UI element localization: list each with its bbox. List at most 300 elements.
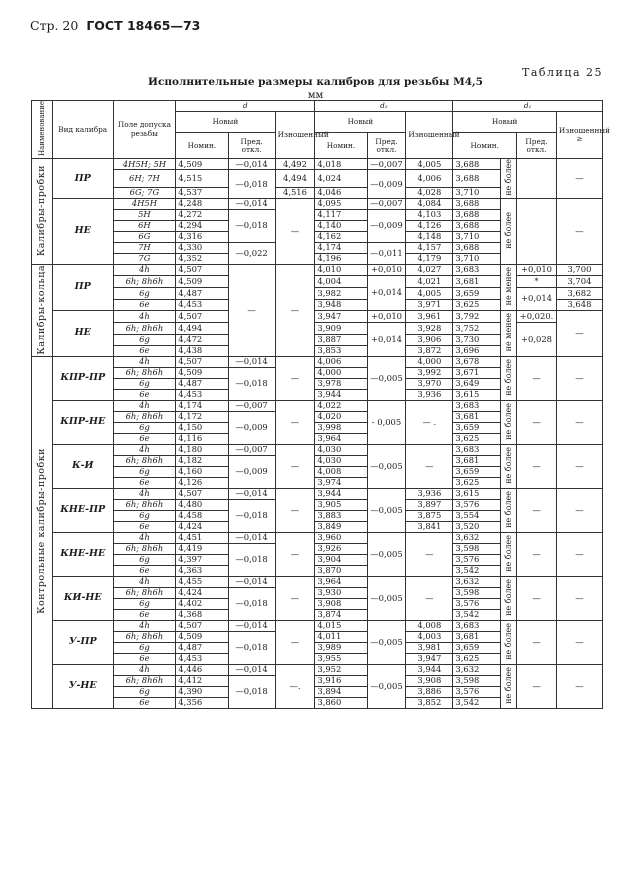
- d2-worn-cell: 4,126: [406, 220, 453, 231]
- d1-dev-cell: —: [517, 576, 557, 620]
- col-d-new: Новый: [176, 112, 275, 133]
- header-row: [32, 101, 603, 112]
- d2-nominal-cell: 3,874: [315, 609, 367, 620]
- d1-worn-cell: —: [556, 310, 602, 356]
- col-d1: d₁: [453, 101, 603, 112]
- bound-note: [501, 356, 517, 400]
- d2-nominal-cell: 3,978: [315, 378, 367, 389]
- d2-nominal-cell: 4,117: [315, 209, 367, 220]
- bound-note-text: не менее: [503, 267, 513, 306]
- table-row: [32, 488, 603, 499]
- field-cell: 4h: [113, 400, 176, 411]
- d-dev-cell: —: [228, 264, 275, 356]
- d2-nominal-cell: 3,974: [315, 477, 367, 488]
- d-nominal-cell: 4,248: [176, 198, 228, 209]
- d-nominal-cell: 4,455: [176, 576, 228, 587]
- d-nominal-cell: 4,509: [176, 159, 228, 170]
- field-cell: 6h; 8h6h: [113, 543, 176, 554]
- d1-nominal-cell: 3,678: [453, 356, 501, 367]
- d2-worn-cell: 3,872: [406, 345, 453, 356]
- d1-worn-cell: —: [556, 620, 602, 664]
- d1-nominal-cell: 3,542: [453, 697, 501, 708]
- d-dev-cell: —0,014: [228, 532, 275, 543]
- d-dev-cell: —0,014: [228, 664, 275, 675]
- bound-note-text: не более: [503, 211, 513, 249]
- standard-code: ГОСТ 18465—73: [86, 18, 201, 33]
- field-cell: 6h; 8h6h: [113, 631, 176, 642]
- d1-nominal-cell: 3,598: [453, 675, 501, 686]
- gauge-table: [31, 100, 610, 709]
- table-row: [32, 576, 603, 587]
- d1-nominal-cell: 3,576: [453, 686, 501, 697]
- field-cell: 4h: [113, 488, 176, 499]
- d2-dev-cell: +0,014: [367, 275, 406, 310]
- d2-nominal-cell: 3,955: [315, 653, 367, 664]
- d1-worn-cell: 3,704: [556, 275, 602, 287]
- table-row: [32, 287, 603, 299]
- kind-cell: КНЕ-ПР: [52, 488, 113, 532]
- d-nominal-cell: 4,507: [176, 310, 228, 322]
- d2-nominal-cell: 3,964: [315, 433, 367, 444]
- d-worn-cell: —: [275, 356, 315, 400]
- table-row: [32, 264, 603, 275]
- d1-nominal-cell: 3,659: [453, 466, 501, 477]
- d-dev-cell: —0,018: [228, 367, 275, 400]
- d2-worn-cell: 3,970: [406, 378, 453, 389]
- d1-nominal-cell: 3,520: [453, 521, 501, 532]
- d-dev-cell: —0,009: [228, 411, 275, 444]
- col-d1-nominal: Номин.: [453, 133, 517, 159]
- d2-nominal-cell: 3,905: [315, 499, 367, 510]
- bound-note-text: не более: [503, 446, 513, 484]
- field-cell: 6e: [113, 565, 176, 576]
- d-nominal-cell: 4,419: [176, 543, 228, 554]
- table-body: [32, 159, 603, 708]
- d2-worn-cell: 4,157: [406, 242, 453, 253]
- d1-dev-cell: —: [517, 444, 557, 488]
- d2-worn-cell: 4,008: [406, 620, 453, 631]
- col-d2-nominal: Номин.: [315, 133, 367, 159]
- d2-nominal-cell: 3,860: [315, 697, 367, 708]
- field-cell: 6h; 8h6h: [113, 367, 176, 378]
- d1-nominal-cell: 3,752: [453, 322, 501, 334]
- d1-dev-cell: *: [517, 275, 557, 287]
- d1-nominal-cell: 3,696: [453, 345, 501, 356]
- d1-nominal-cell: 3,792: [453, 310, 501, 322]
- d2-nominal-cell: 4,020: [315, 411, 367, 422]
- kind-cell: КПР-ПР: [52, 356, 113, 400]
- d1-nominal-cell: 3,632: [453, 532, 501, 543]
- d2-worn-cell: 3,875: [406, 510, 453, 521]
- col-d1-new: Новый: [453, 112, 557, 133]
- bound-note: [501, 444, 517, 488]
- d1-dev-cell: +0,028: [517, 322, 557, 356]
- d1-nominal-cell: 3,683: [453, 620, 501, 631]
- d-worn-cell: —: [275, 576, 315, 620]
- kind-cell: НЕ: [52, 310, 113, 356]
- table-row: [32, 532, 603, 543]
- d2-worn-cell: 4,148: [406, 231, 453, 242]
- d-worn-cell: —.: [275, 664, 315, 708]
- field-cell: 6h; 8h6h: [113, 322, 176, 334]
- d-dev-cell: —0,009: [228, 455, 275, 488]
- kind-cell: НЕ: [52, 198, 113, 264]
- d-nominal-cell: 4,509: [176, 367, 228, 378]
- d-nominal-cell: 4,390: [176, 686, 228, 697]
- d1-dev-cell: —: [517, 356, 557, 400]
- table-row: [32, 310, 603, 322]
- d2-nominal-cell: 3,952: [315, 664, 367, 675]
- unit-label: мм: [307, 90, 324, 101]
- d1-nominal-cell: 3,542: [453, 565, 501, 576]
- d2-worn-cell: 3,906: [406, 334, 453, 345]
- field-cell: 4h: [113, 264, 176, 275]
- d2-nominal-cell: 4,046: [315, 187, 367, 198]
- col-d1-dev: Пред. откл.: [517, 133, 557, 159]
- field-cell: 4h: [113, 620, 176, 631]
- col-d2-dev: Пред. откл.: [367, 133, 406, 159]
- bound-note: [501, 664, 517, 708]
- d2-worn-cell: 4,103: [406, 209, 453, 220]
- d-nominal-cell: 4,446: [176, 664, 228, 675]
- d1-nominal-cell: 3,615: [453, 488, 501, 499]
- d-nominal-cell: 4,356: [176, 697, 228, 708]
- d-dev-cell: —0,018: [228, 587, 275, 620]
- d-nominal-cell: 4,507: [176, 356, 228, 367]
- d1-worn-cell: 3,648: [556, 299, 602, 310]
- d2-worn-cell: 4,028: [406, 187, 453, 198]
- d2-worn-cell: —: [406, 444, 453, 488]
- col-kind: Вид калибра: [52, 101, 113, 159]
- d1-nominal-cell: 3,688: [453, 242, 501, 253]
- d2-worn-cell: — .: [406, 400, 453, 444]
- bound-note: [501, 198, 517, 264]
- d2-nominal-cell: 4,006: [315, 356, 367, 367]
- d2-nominal-cell: 3,964: [315, 576, 367, 587]
- bound-note: [501, 264, 517, 310]
- d1-nominal-cell: 3,710: [453, 253, 501, 264]
- d1-worn-cell: —: [556, 400, 602, 444]
- d2-worn-cell: 3,971: [406, 299, 453, 310]
- d2-dev-cell: —0,005: [367, 444, 406, 488]
- d1-nominal-cell: 3,681: [453, 631, 501, 642]
- d2-nominal-cell: 4,022: [315, 400, 367, 411]
- kind-cell: КНЕ-НЕ: [52, 532, 113, 576]
- d1-dev-cell: —: [517, 488, 557, 532]
- col-d2-worn: Изношенный: [406, 112, 453, 159]
- d2-nominal-cell: 3,870: [315, 565, 367, 576]
- group-label-text: Калибры-кольца: [36, 264, 48, 355]
- d1-nominal-cell: 3,683: [453, 400, 501, 411]
- d-dev-cell: —0,007: [228, 400, 275, 411]
- d1-nominal-cell: 3,576: [453, 499, 501, 510]
- d2-dev-cell: - 0,005: [367, 400, 406, 444]
- d2-nominal-cell: 4,004: [315, 275, 367, 287]
- d2-dev-cell: —0,005: [367, 356, 406, 400]
- d2-worn-cell: 3,981: [406, 642, 453, 653]
- d-dev-cell: —0,018: [228, 499, 275, 532]
- d-nominal-cell: 4,494: [176, 322, 228, 334]
- col-d-dev: Пред. откл.: [228, 133, 275, 159]
- d1-dev-cell: —: [517, 664, 557, 708]
- d1-nominal-cell: 3,681: [453, 411, 501, 422]
- d2-nominal-cell: 4,011: [315, 631, 367, 642]
- d1-dev-cell: —: [517, 400, 557, 444]
- d2-nominal-cell: 3,982: [315, 287, 367, 299]
- kind-cell: КИ-НЕ: [52, 576, 113, 620]
- field-cell: 6h; 8h6h: [113, 275, 176, 287]
- field-cell: 6h; 8h6h: [113, 455, 176, 466]
- field-cell: 6G: [113, 231, 176, 242]
- d-nominal-cell: 4,453: [176, 653, 228, 664]
- d1-nominal-cell: 3,659: [453, 422, 501, 433]
- field-cell: 4h: [113, 356, 176, 367]
- d-worn-cell: —: [275, 532, 315, 576]
- d2-nominal-cell: 3,930: [315, 587, 367, 598]
- field-cell: 5H: [113, 209, 176, 220]
- table-title: Исполнительные размеры калибров для резьбы М4,5: [148, 76, 483, 88]
- d1-worn-cell: —: [556, 532, 602, 576]
- d2-nominal-cell: 4,095: [315, 198, 367, 209]
- field-cell: 6g: [113, 686, 176, 697]
- d-nominal-cell: 4,272: [176, 209, 228, 220]
- d2-dev-cell: —0,007: [367, 159, 406, 170]
- d2-dev-cell: —0,005: [367, 576, 406, 620]
- d2-worn-cell: 3,936: [406, 389, 453, 400]
- d2-worn-cell: 4,027: [406, 264, 453, 275]
- field-cell: 7G: [113, 253, 176, 264]
- col-field: Поле допуска резьбы: [113, 101, 176, 159]
- table-row: [32, 400, 603, 411]
- d2-nominal-cell: 3,944: [315, 488, 367, 499]
- field-cell: 4h: [113, 532, 176, 543]
- d-worn-cell: —: [275, 620, 315, 664]
- d-dev-cell: —0,014: [228, 576, 275, 587]
- col-d-nominal: Номин.: [176, 133, 228, 159]
- d-nominal-cell: 4,180: [176, 444, 228, 455]
- d1-nominal-cell: 3,576: [453, 554, 501, 565]
- d-dev-cell: —0,014: [228, 198, 275, 209]
- d2-worn-cell: —: [406, 576, 453, 620]
- bound-note: [501, 159, 517, 198]
- d1-nominal-cell: 3,710: [453, 187, 501, 198]
- d2-dev-cell: +0,014: [367, 322, 406, 356]
- bound-note-text: не более: [503, 402, 513, 440]
- d-nominal-cell: 4,150: [176, 422, 228, 433]
- d-nominal-cell: 4,453: [176, 299, 228, 310]
- field-cell: 6e: [113, 345, 176, 356]
- group-label: [32, 159, 53, 264]
- d-nominal-cell: 4,487: [176, 378, 228, 389]
- d-nominal-cell: 4,402: [176, 598, 228, 609]
- field-cell: 6g: [113, 554, 176, 565]
- d-nominal-cell: 4,160: [176, 466, 228, 477]
- d1-nominal-cell: 3,730: [453, 334, 501, 345]
- col-d1-worn: Изношенный ≥: [556, 112, 602, 159]
- d2-worn-cell: 3,961: [406, 310, 453, 322]
- d2-dev-cell: —0,005: [367, 532, 406, 576]
- d1-nominal-cell: 3,576: [453, 598, 501, 609]
- d1-worn-cell: —: [556, 576, 602, 620]
- d-nominal-cell: 4,507: [176, 620, 228, 631]
- field-cell: 6h; 8h6h: [113, 587, 176, 598]
- field-cell: 6g: [113, 642, 176, 653]
- d-nominal-cell: 4,453: [176, 389, 228, 400]
- d2-dev-cell: —0,005: [367, 664, 406, 708]
- d-dev-cell: —0,022: [228, 242, 275, 264]
- table-row: [32, 159, 603, 170]
- field-cell: 4h: [113, 576, 176, 587]
- d2-nominal-cell: 4,140: [315, 220, 367, 231]
- d1-dev-cell: —: [517, 620, 557, 664]
- d-nominal-cell: 4,438: [176, 345, 228, 356]
- d1-worn-cell: 3,700: [556, 264, 602, 275]
- d1-worn-cell: —: [556, 198, 602, 264]
- d-nominal-cell: 4,397: [176, 554, 228, 565]
- d1-nominal-cell: 3,632: [453, 576, 501, 587]
- col-d: d: [176, 101, 315, 112]
- field-cell: 4h: [113, 664, 176, 675]
- d2-worn-cell: 3,992: [406, 367, 453, 378]
- d-nominal-cell: 4,515: [176, 170, 228, 187]
- d1-nominal-cell: 3,625: [453, 653, 501, 664]
- d-nominal-cell: 4,172: [176, 411, 228, 422]
- d2-nominal-cell: 3,916: [315, 675, 367, 686]
- d-worn-cell: —: [275, 198, 315, 264]
- table-row: [32, 664, 603, 675]
- page-header: [30, 18, 200, 33]
- d-nominal-cell: 4,480: [176, 499, 228, 510]
- field-cell: 4h: [113, 444, 176, 455]
- d1-nominal-cell: 3,688: [453, 220, 501, 231]
- d2-worn-cell: 3,886: [406, 686, 453, 697]
- d2-worn-cell: 4,084: [406, 198, 453, 209]
- d1-dev-cell: +0,010: [517, 264, 557, 275]
- d2-worn-cell: 3,908: [406, 675, 453, 686]
- d-nominal-cell: 4,330: [176, 242, 228, 253]
- field-cell: 6H: [113, 220, 176, 231]
- d-dev-cell: —0,018: [228, 543, 275, 576]
- d1-dev-cell: —: [517, 532, 557, 576]
- group-label: [32, 356, 53, 708]
- d-worn-cell: 4,494: [275, 170, 315, 187]
- d-dev-cell: —0,014: [228, 488, 275, 499]
- d2-nominal-cell: 3,894: [315, 686, 367, 697]
- d2-nominal-cell: 3,904: [315, 554, 367, 565]
- d2-nominal-cell: 4,024: [315, 170, 367, 187]
- field-cell: 6g: [113, 378, 176, 389]
- d2-nominal-cell: 4,196: [315, 253, 367, 264]
- d1-dev-cell: +0,020.: [517, 310, 557, 322]
- d-dev-cell: —0,007: [228, 444, 275, 455]
- field-cell: 6h; 8h6h: [113, 675, 176, 686]
- d-nominal-cell: 4,509: [176, 631, 228, 642]
- d-dev-cell: —0,014: [228, 356, 275, 367]
- d1-nominal-cell: 3,625: [453, 299, 501, 310]
- d1-nominal-cell: 3,688: [453, 209, 501, 220]
- field-cell: 6e: [113, 433, 176, 444]
- d1-nominal-cell: 3,681: [453, 275, 501, 287]
- field-cell: 6e: [113, 477, 176, 488]
- d2-worn-cell: —: [406, 532, 453, 576]
- table-row: [32, 198, 603, 209]
- d-nominal-cell: 4,424: [176, 587, 228, 598]
- d1-worn-cell: —: [556, 664, 602, 708]
- d2-worn-cell: 3,897: [406, 499, 453, 510]
- d-nominal-cell: 4,294: [176, 220, 228, 231]
- bound-note: [501, 488, 517, 532]
- d2-nominal-cell: 3,960: [315, 532, 367, 543]
- col-d2-new: Новый: [315, 112, 406, 133]
- d-worn-cell: —: [275, 444, 315, 488]
- field-cell: 4h: [113, 310, 176, 322]
- d-nominal-cell: 4,368: [176, 609, 228, 620]
- d1-nominal-cell: 3,542: [453, 609, 501, 620]
- d-nominal-cell: 4,472: [176, 334, 228, 345]
- d1-dev-cell: [517, 198, 557, 264]
- d2-worn-cell: 3,944: [406, 664, 453, 675]
- d2-nominal-cell: 4,010: [315, 264, 367, 275]
- group-label-text: Калибры-пробки: [36, 165, 48, 257]
- d2-nominal-cell: 4,030: [315, 455, 367, 466]
- bound-note: [501, 576, 517, 620]
- d2-nominal-cell: 4,030: [315, 444, 367, 455]
- field-cell: 4H5H; 5H: [113, 159, 176, 170]
- field-cell: 6e: [113, 299, 176, 310]
- page-number: Стр. 20: [30, 18, 79, 33]
- d1-nominal-cell: 3,710: [453, 231, 501, 242]
- kind-cell: ПР: [52, 264, 113, 310]
- d2-nominal-cell: 3,883: [315, 510, 367, 521]
- d-worn-cell: —: [275, 400, 315, 444]
- bound-note: [501, 620, 517, 664]
- field-cell: 6e: [113, 521, 176, 532]
- d2-nominal-cell: 4,162: [315, 231, 367, 242]
- field-cell: 6h; 8h6h: [113, 411, 176, 422]
- d-nominal-cell: 4,363: [176, 565, 228, 576]
- field-cell: 6g: [113, 510, 176, 521]
- d2-worn-cell: 3,936: [406, 488, 453, 499]
- d2-dev-cell: +0,010: [367, 264, 406, 275]
- col-d-worn: Изношенный: [275, 112, 315, 159]
- d1-nominal-cell: 3,649: [453, 378, 501, 389]
- field-cell: 6g: [113, 466, 176, 477]
- d2-nominal-cell: 4,174: [315, 242, 367, 253]
- d2-nominal-cell: 3,948: [315, 299, 367, 310]
- field-cell: 6H; 7H: [113, 170, 176, 187]
- d2-dev-cell: —0,005: [367, 620, 406, 664]
- d-nominal-cell: 4,537: [176, 187, 228, 198]
- d2-dev-cell: —0,011: [367, 242, 406, 264]
- bound-note-text: не более: [503, 534, 513, 572]
- d1-worn-cell: —: [556, 159, 602, 198]
- d2-nominal-cell: 3,998: [315, 422, 367, 433]
- group-label: [32, 264, 53, 356]
- table-row: [32, 275, 603, 287]
- d2-nominal-cell: 3,989: [315, 642, 367, 653]
- d2-nominal-cell: 3,849: [315, 521, 367, 532]
- d-nominal-cell: 4,116: [176, 433, 228, 444]
- d1-worn-cell: —: [556, 488, 602, 532]
- d2-worn-cell: 4,000: [406, 356, 453, 367]
- d-dev-cell: —0,018: [228, 170, 275, 198]
- d1-nominal-cell: 3,671: [453, 367, 501, 378]
- d2-nominal-cell: 3,909: [315, 322, 367, 334]
- col-name: Наименование: [32, 101, 53, 159]
- bound-note-text: не менее: [503, 313, 513, 352]
- d2-dev-cell: +0,010: [367, 310, 406, 322]
- d1-nominal-cell: 3,683: [453, 264, 501, 275]
